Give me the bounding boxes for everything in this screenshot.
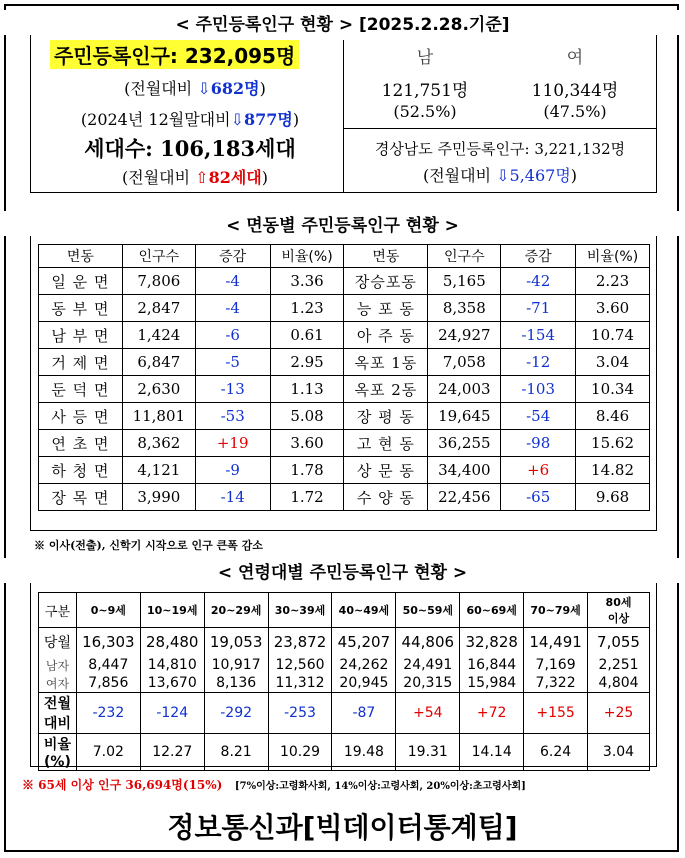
table-cell: 일 운 면 [39,268,123,295]
age-header-cell: 30~39세 [268,593,332,628]
district-header-cell: 증감 [501,245,576,268]
table-cell: 1.23 [270,295,344,322]
female-percent: (47.5%) [543,102,607,121]
table-cell: 연 초 면 [39,430,123,457]
table-cell: 3.04 [588,734,650,771]
age-header-cell: 50~59세 [396,593,460,628]
table-cell: 8,362 [122,430,195,457]
table-cell: 36,255 [428,430,501,457]
male-label: 남 [416,48,434,68]
table-cell: -14 [195,484,270,511]
table-cell: 10.74 [576,322,650,349]
table-cell: -232 [76,693,140,734]
table-cell: 24,262 [332,656,396,674]
row-label: 전월 대비 [39,693,77,734]
table-cell: -71 [501,295,576,322]
table-cell: 1.13 [270,376,344,403]
table-cell: 옥포 2동 [344,376,428,403]
yearend-change: (2024년 12월말대비⇩877명) [80,110,300,129]
table-cell: +19 [195,430,270,457]
table-row [39,403,650,430]
table-cell: -53 [195,403,270,430]
age-change-row [39,693,650,734]
table-cell: +72 [460,693,524,734]
table-cell: 8,447 [76,656,140,674]
prev-month-change: (전월대비 ⇩682명) [124,79,266,98]
table-cell: 2.23 [576,268,650,295]
district-header-row [39,245,650,268]
age-header-cell: 20~29세 [204,593,268,628]
table-cell: 7,169 [524,656,588,674]
table-cell: 0.61 [270,322,344,349]
table-row [39,349,650,376]
table-cell: -54 [501,403,576,430]
households-total: 세대수: 106,183세대 [84,136,296,161]
table-cell: 수 양 동 [344,484,428,511]
table-cell: 아 주 동 [344,322,428,349]
table-cell: 19.48 [332,734,396,771]
table-cell: 23,872 [268,628,332,657]
row-label: 여자 [39,674,77,693]
age-title: < 연령대별 주민등록인구 현황 > [0,558,685,583]
table-cell: -5 [195,349,270,376]
male-count: 121,751명 [381,81,469,101]
table-cell: -65 [501,484,576,511]
table-cell: 44,806 [396,628,460,657]
table-cell: 1.72 [270,484,344,511]
district-header-cell: 면동 [344,245,428,268]
age-male-row [39,656,650,674]
male-percent: (52.5%) [393,102,457,121]
table-cell: 20,315 [396,674,460,693]
row-label: 당월 [39,628,77,657]
table-cell: 19,053 [204,628,268,657]
table-cell: 32,828 [460,628,524,657]
table-cell: 능 포 동 [344,295,428,322]
summary-title: < 주민등록인구 현황 > [2025.2.28.기준] [0,10,685,35]
table-cell: 24,927 [428,322,501,349]
elderly-footnote: ※ 65세 이상 인구 36,694명(15%) [7%이상:고령화사회, 14%이상:고령사회, 20%이상:초고령사회] [22,778,526,792]
table-cell: 20,945 [332,674,396,693]
table-cell: 15,984 [460,674,524,693]
table-cell: 남 부 면 [39,322,123,349]
table-cell: 거 제 면 [39,349,123,376]
table-cell: -9 [195,457,270,484]
table-cell: 22,456 [428,484,501,511]
table-cell: 8,136 [204,674,268,693]
table-cell: 10.29 [268,734,332,771]
table-cell: 2.95 [270,349,344,376]
table-cell: 28,480 [140,628,204,657]
table-cell: 1,424 [122,322,195,349]
table-cell: 3.60 [270,430,344,457]
table-cell: 고 현 동 [344,430,428,457]
table-row [39,376,650,403]
table-cell: 8,358 [428,295,501,322]
table-cell: -103 [501,376,576,403]
table-cell: 10.34 [576,376,650,403]
table-cell: 14.14 [460,734,524,771]
table-cell: 장 평 동 [344,403,428,430]
table-cell: -42 [501,268,576,295]
district-header-cell: 증감 [195,245,270,268]
table-cell: 둔 덕 면 [39,376,123,403]
table-cell: 14,810 [140,656,204,674]
table-cell: 11,801 [122,403,195,430]
table-cell: 14.82 [576,457,650,484]
table-cell: 16,844 [460,656,524,674]
table-row [39,484,650,511]
table-cell: 2,251 [588,656,650,674]
table-cell: +155 [524,693,588,734]
table-cell: 4,804 [588,674,650,693]
table-row [39,430,650,457]
table-cell: 34,400 [428,457,501,484]
table-cell: 45,207 [332,628,396,657]
table-row [39,322,650,349]
table-cell: 7,322 [524,674,588,693]
table-cell: 1.78 [270,457,344,484]
district-header-cell: 비율(%) [270,245,344,268]
age-ratio-row [39,734,650,771]
table-cell: 3.04 [576,349,650,376]
table-cell: 9.68 [576,484,650,511]
table-cell: +6 [501,457,576,484]
table-cell: 4,121 [122,457,195,484]
age-header-cell: 0~9세 [76,593,140,628]
table-cell: 3.60 [576,295,650,322]
table-cell: -4 [195,268,270,295]
age-header-cell: 40~49세 [332,593,396,628]
district-header-cell: 인구수 [122,245,195,268]
table-cell: 사 등 면 [39,403,123,430]
summary-divider-vertical [343,40,344,193]
age-table [38,592,650,771]
population-total: 주민등록인구: 232,095명 [50,40,299,69]
table-cell: -292 [204,693,268,734]
age-header-cell: 10~19세 [140,593,204,628]
table-cell: 하 청 면 [39,457,123,484]
female-count: 110,344명 [531,81,619,101]
table-cell: 13,670 [140,674,204,693]
table-cell: +25 [588,693,650,734]
table-cell: 15.62 [576,430,650,457]
table-cell: 5,165 [428,268,501,295]
district-header-cell: 면동 [39,245,123,268]
table-row [39,268,650,295]
province-population: 경상남도 주민등록인구: 3,221,132명 [374,140,626,158]
table-cell: 19,645 [428,403,501,430]
table-cell: 24,491 [396,656,460,674]
district-header-cell: 인구수 [428,245,501,268]
table-cell: 16,303 [76,628,140,657]
table-cell: 장 목 면 [39,484,123,511]
table-cell: 동 부 면 [39,295,123,322]
district-title: < 면동별 주민등록인구 현황 > [0,211,685,236]
table-cell: 11,312 [268,674,332,693]
row-label: 비율 (%) [39,734,77,771]
table-cell: -98 [501,430,576,457]
table-cell: -253 [268,693,332,734]
table-cell: 3.36 [270,268,344,295]
district-table [38,244,650,511]
age-header-row [39,593,650,628]
table-cell: 19.31 [396,734,460,771]
table-cell: 12,560 [268,656,332,674]
table-cell: -6 [195,322,270,349]
district-note: ※ 이사(전출), 신학기 시작으로 인구 큰폭 감소 [34,539,263,552]
table-cell: 옥포 1동 [344,349,428,376]
province-change: (전월대비 ⇩5,467명) [422,166,578,185]
table-cell: 3,990 [122,484,195,511]
summary-divider-horizontal [343,128,657,129]
table-cell: 14,491 [524,628,588,657]
table-cell: -12 [501,349,576,376]
table-cell: 24,003 [428,376,501,403]
table-cell: 7,055 [588,628,650,657]
district-header-cell: 비율(%) [576,245,650,268]
table-cell: 2,630 [122,376,195,403]
age-header-cell: 60~69세 [460,593,524,628]
table-cell: 5.08 [270,403,344,430]
row-label: 남자 [39,656,77,674]
table-cell: 8.21 [204,734,268,771]
table-cell: 7,806 [122,268,195,295]
table-cell: 12.27 [140,734,204,771]
table-row [39,295,650,322]
table-cell: 7.02 [76,734,140,771]
age-header-cell: 70~79세 [524,593,588,628]
table-cell: -87 [332,693,396,734]
age-header-cell: 구분 [39,593,77,628]
female-label: 여 [566,48,584,68]
table-cell: -13 [195,376,270,403]
table-cell: 2,847 [122,295,195,322]
table-cell: 상 문 동 [344,457,428,484]
table-cell: 7,058 [428,349,501,376]
table-cell: -154 [501,322,576,349]
table-cell: 8.46 [576,403,650,430]
table-cell: 장승포동 [344,268,428,295]
table-cell: -124 [140,693,204,734]
age-header-cell: 80세 이상 [588,593,650,628]
table-cell: +54 [396,693,460,734]
table-cell: 7,856 [76,674,140,693]
department-footer: 정보통신과[빅데이터통계팀] [167,811,518,844]
table-cell: 10,917 [204,656,268,674]
households-change: (전월대비 ⇧82세대) [122,168,268,187]
table-cell: 6,847 [122,349,195,376]
age-total-row [39,628,650,657]
age-female-row [39,674,650,693]
table-row [39,457,650,484]
table-cell: -4 [195,295,270,322]
table-cell: 6.24 [524,734,588,771]
